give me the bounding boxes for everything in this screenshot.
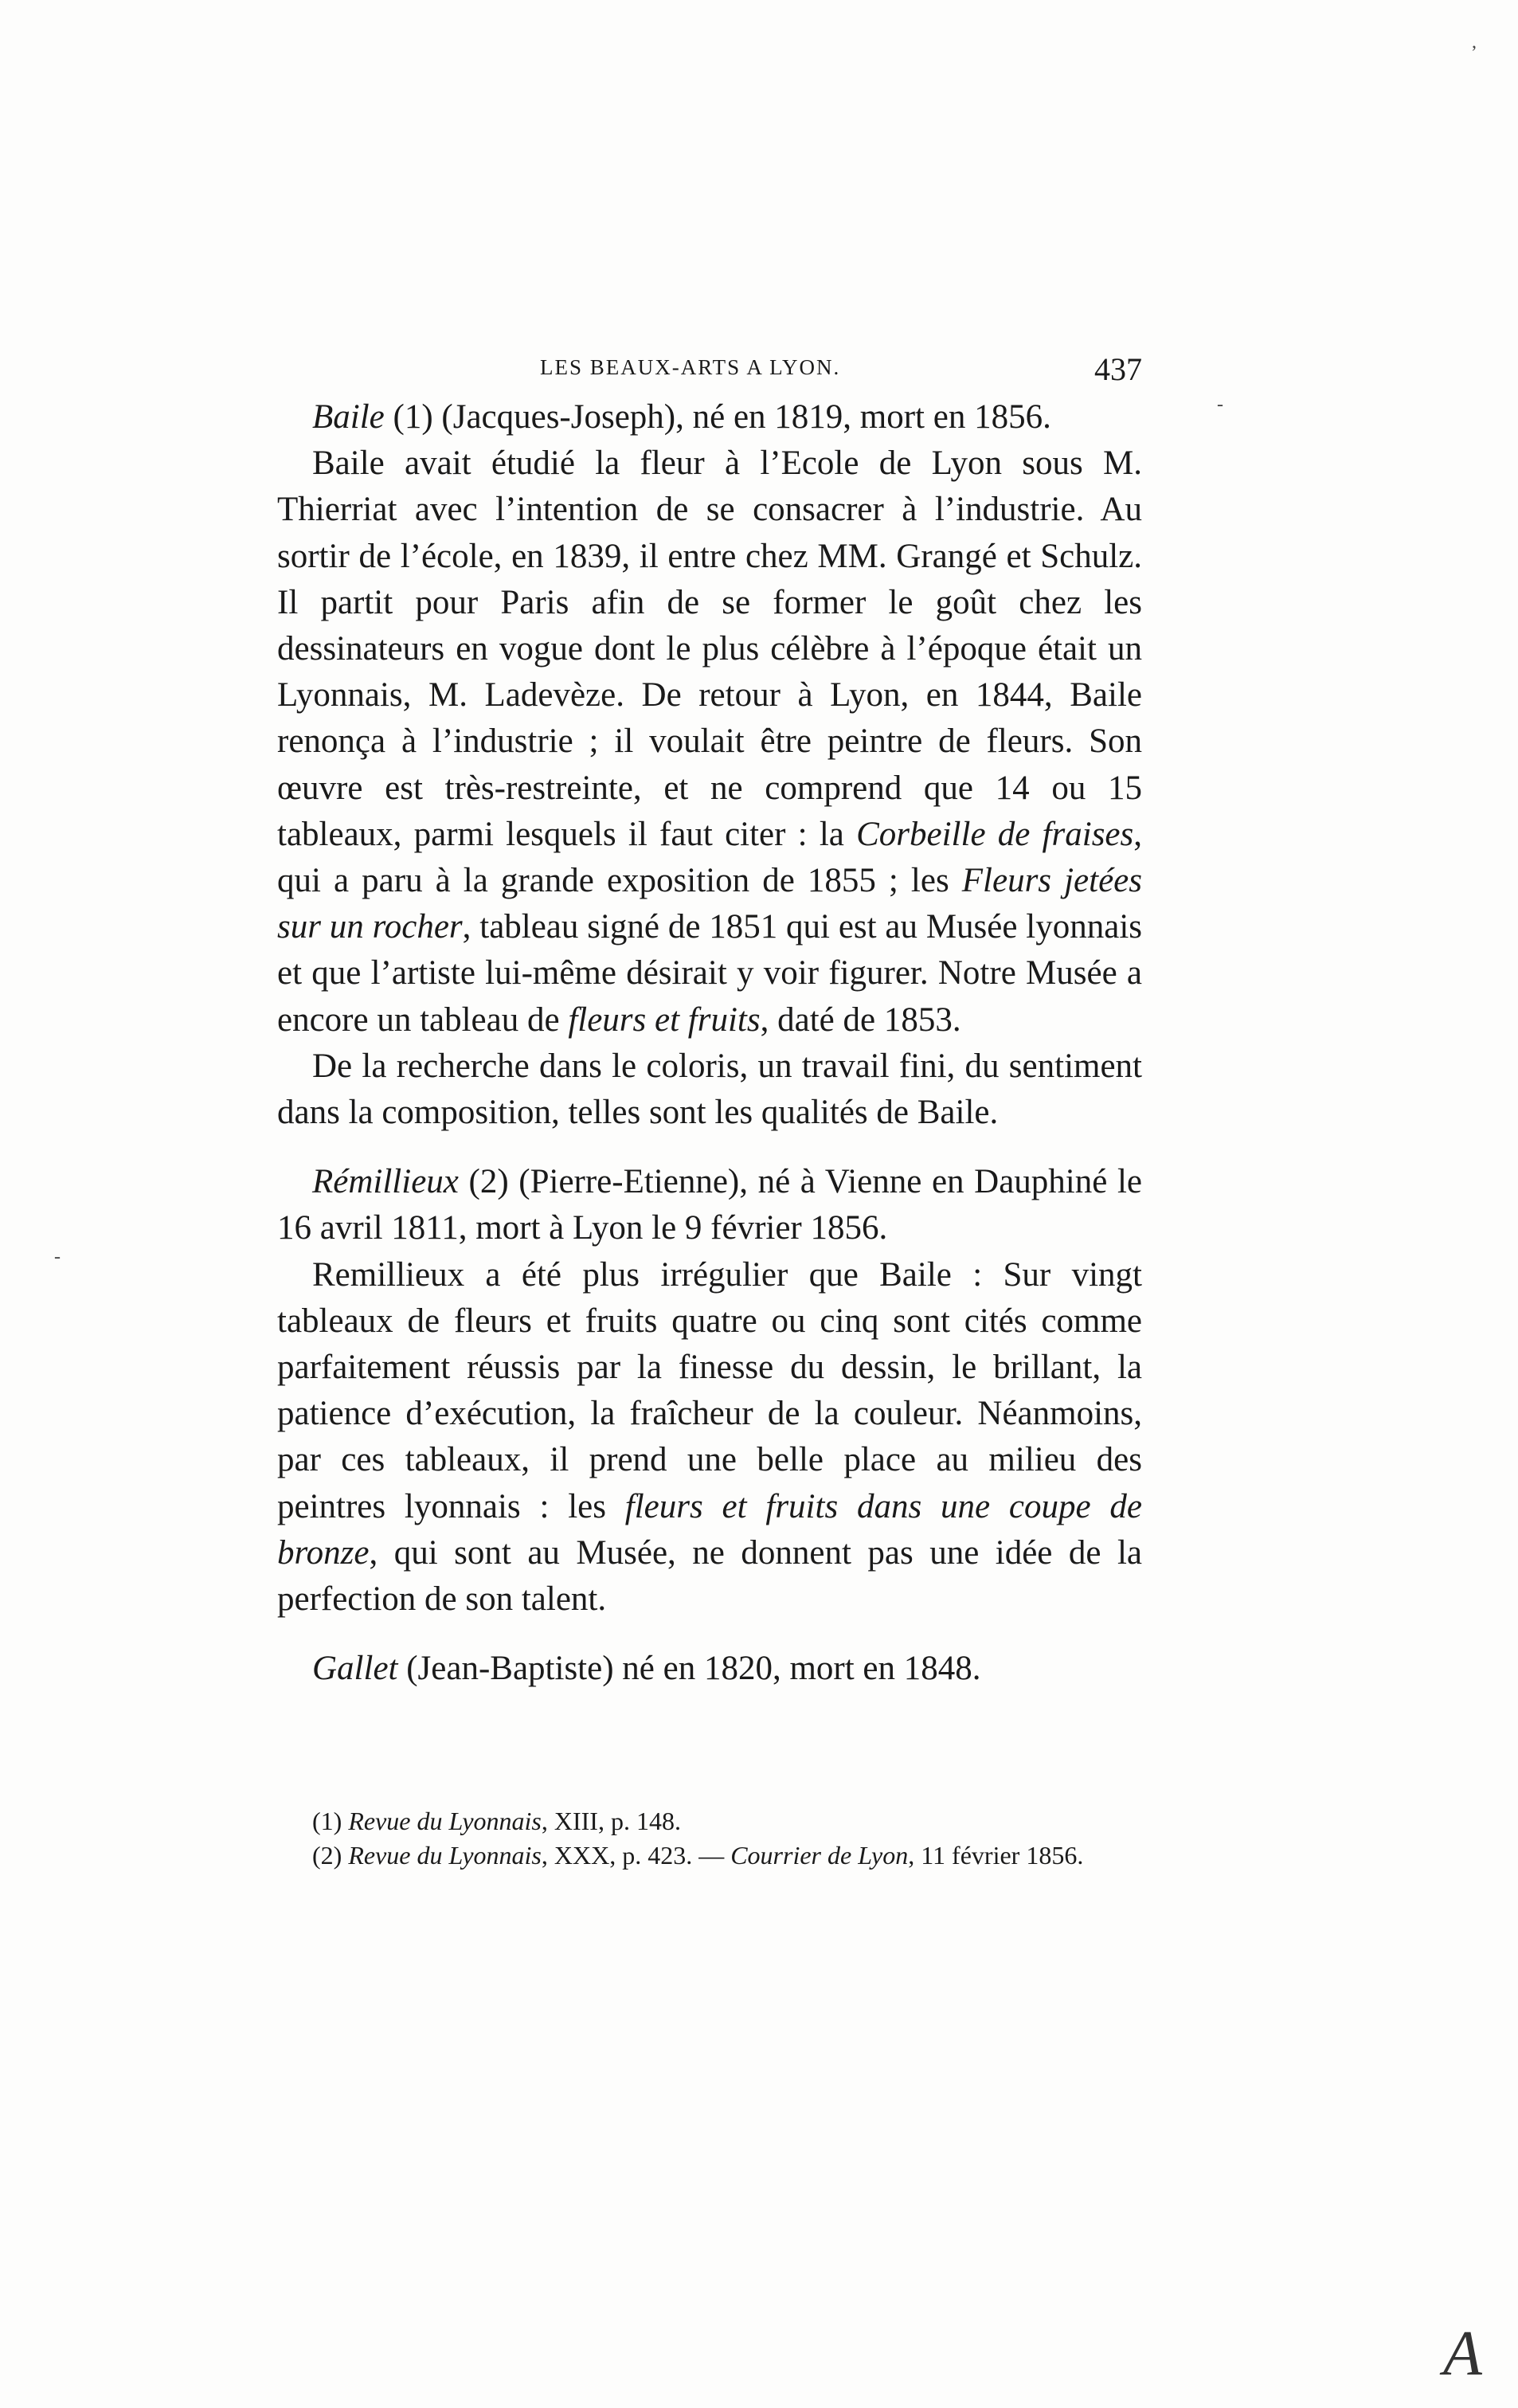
footnote-2 [277, 1838, 1142, 1873]
footnote-source: Revue du Lyonnais [348, 1807, 542, 1835]
artwork-title: fleurs et fruits dans une coupe de bronze [277, 1487, 1142, 1572]
artist-name-remillieux: Rémillieux [312, 1163, 459, 1201]
scan-speck: - [54, 1247, 61, 1267]
paragraph-remillieux-bio [277, 1252, 1142, 1623]
footnote-text: , XIII, p. 148. [541, 1807, 681, 1835]
footnote-1 [277, 1804, 1142, 1838]
paragraph-text: , qui a paru à la grande exposition de 1855 ; les [277, 815, 1142, 900]
paragraph-text: (1) (Jacques-Joseph), né en 1819, mort en 1856. [384, 398, 1051, 436]
running-head: LES BEAUX-ARTS A LYON. [540, 355, 841, 379]
paragraph-gallet-heading [277, 1646, 1142, 1692]
footnote-number: (1) [312, 1807, 349, 1835]
scan-speck: - [1217, 394, 1223, 415]
paragraph-text: , daté de 1853. [760, 1000, 961, 1039]
paragraph-baile-qualities: De la recherche dans le coloris, un travail fini, du sentiment dans la composition, telles sont les qualités de Baile. [277, 1047, 1142, 1132]
paragraph-text: , tableau signé de 1851 qui est au Musée lyonnais et que l’artiste lui-même désirait y voir figurer. Notre Musée a encore un tableau de [277, 908, 1143, 1039]
paragraph-text: Baile avait étudié la fleur à l’Ecole de Lyon sous M. Thierriat avec l’intention de se consacrer à l’industrie. Au sortir de l’école, en 1839, il entre chez MM. Grangé et Schulz. Il partit pour Paris afin de se former le goût chez les dessinateurs en vogue dont le plus célèbre à l’époque était un Lyonnais, M. Ladevèze. De retour à Lyon, en 1844, Baile renonça à l’industrie ; il voulait être peintre de fleurs. Son œuvre est très-restreinte, et ne comprend que 14 ou 15 tableaux, parmi lesquels il faut citer : la [277, 444, 1142, 853]
paragraph-text: Remillieux a été plus irrégulier que Baile : Sur vingt tableaux de fleurs et fruits quatre ou cinq sont cités comme parfaitement réussis par la finesse du dessin, le brillant, la patience d’exécution, la fraîcheur de la couleur. Néanmoins, par ces tableaux, il prend une belle place au milieu des peintres lyonnais : les [277, 1255, 1142, 1525]
paragraph-text: (Jean-Baptiste) né en 1820, mort en 1848. [397, 1650, 981, 1688]
paragraph-text: (2) (Pierre-Etienne), né à Vienne en Dauphiné le 16 avril 1811, mort à Lyon le 9 février 1856. [277, 1163, 1142, 1247]
paragraph-remillieux-heading [277, 1159, 1142, 1251]
artwork-title: Corbeille de fraises [856, 815, 1134, 853]
paragraph-baile-bio [277, 440, 1142, 1043]
page-number: 437 [1094, 351, 1142, 387]
footnote-source: Courrier de Lyon [730, 1841, 909, 1870]
footnote-text: , 11 février 1856. [908, 1841, 1084, 1870]
footnote-text: , XXX, p. 423. — [541, 1841, 731, 1870]
artist-name-baile: Baile [312, 398, 385, 436]
artwork-title: Fleurs jetées sur un rocher [277, 862, 1142, 946]
paragraph-text: , qui sont au Musée, ne donnent pas une idée de la perfection de son talent. [277, 1533, 1142, 1619]
paragraph-baile-heading [277, 394, 1142, 440]
artist-name-gallet: Gallet [312, 1650, 398, 1688]
corner-handwritten-mark: A [1443, 2319, 1482, 2389]
scan-speck: , [1472, 32, 1477, 53]
footnote-source: Revue du Lyonnais [348, 1841, 542, 1870]
artwork-title: fleurs et fruits [568, 1000, 761, 1039]
page-header [277, 350, 1142, 390]
footnotes [277, 1804, 1142, 1873]
footnote-number: (2) [312, 1841, 349, 1870]
body-text [277, 394, 1142, 1692]
